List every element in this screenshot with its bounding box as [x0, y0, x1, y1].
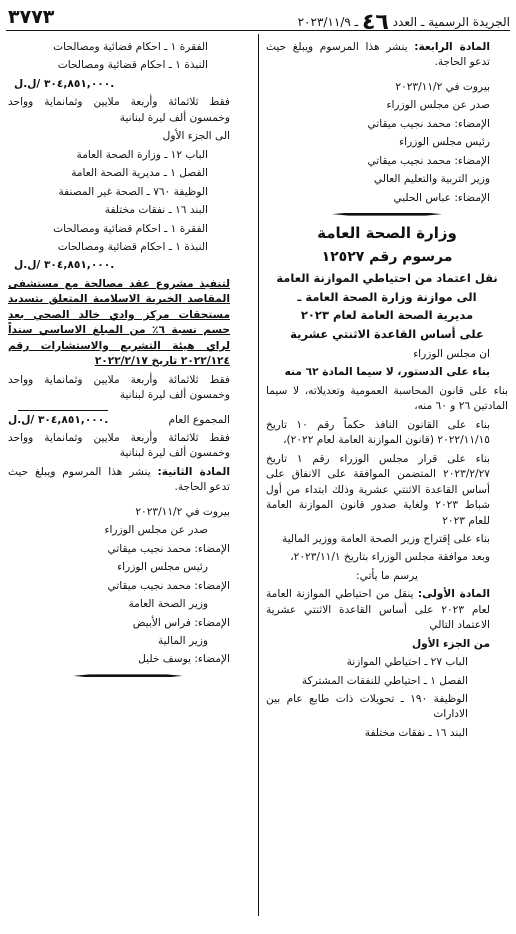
budget-item: البند ١٦ ـ نفقات مختلفة: [364, 726, 468, 739]
preamble-clause: بناء على القانون النافذ حكماً رقم ١٠ تاريخ ٢٠٢٢/١١/١٥ (قانون الموازنة العامة لعام ٢٠٢٢)،: [266, 418, 490, 447]
total-label: المجموع العام: [168, 413, 230, 426]
ministry-title: وزارة الصحة العامة: [317, 224, 457, 243]
signature-line: الإمضاء: يوسف خليل: [138, 653, 230, 666]
article-label: المادة الثانية:: [157, 465, 230, 478]
signature-line: الإمضاء: محمد نجيب ميقاتي: [367, 117, 490, 130]
decree-title: مرسوم رقم ١٢٥٢٧: [321, 248, 453, 265]
budget-item: البند ١٦ ـ نفقات مختلفة: [104, 204, 208, 217]
purpose-paragraph: لتنفيذ مشروع عقد مصالحة مع مستشفى المقاصد الخيرية الاسلامية المتعلق بتسديد مستحقات مركز وادي خالد الصحي بعد حسم نسبة ٦٪ من المبلغ الاساسي سنداً لراي هيئة التشريع والاستشارات رقم ٢٠٢٢/١٢٤ تاريخ ٢٠٢٢/٢/١٧: [8, 277, 231, 368]
subject-line: نقل اعتماد من احتياطي الموازنة العامة: [276, 271, 498, 286]
article-text: ينقل من احتياطي الموازنة العامة لعام ٢٠٢٣ على أساس القاعدة الاثنتي عشرية الاعتماد التالي: [266, 588, 490, 632]
signatory-title: وزير التربية والتعليم العالي: [373, 173, 490, 186]
preamble-clause: بناء على إقتراح وزير الصحة العامة ووزير المالية: [282, 532, 490, 545]
article-1: [266, 587, 508, 633]
decrees-line: يرسم ما يأتي:: [356, 569, 418, 582]
total-rule: [18, 410, 108, 411]
preamble-clause: بناء على قرار مجلس الوزراء رقم ١ تاريخ ٢٠٢٣/٢/٢٧ المتضمن الموافقة على الانفاق على أساس القاعدة الاثنتي عشرية وذلك ابتداء من أول شباط ٢٠٢٣ ولغاية صدور قانون الموازنة العامة للعام ٢٠٢٣: [266, 452, 490, 527]
column-divider: [258, 34, 259, 916]
page-header: [6, 4, 510, 35]
subject-line: الى موازنة وزارة الصحة العامة ـ: [297, 289, 477, 304]
preamble-clause: وبعد موافقة مجلس الوزراء بتاريخ ٢٠٢٣/١١/١،: [290, 551, 490, 564]
signature-line: الإمضاء: محمد نجيب ميقاتي: [107, 579, 230, 592]
budget-part: الى الجزء الأول: [162, 130, 230, 143]
journal-title: [298, 10, 510, 35]
signatory-title: وزير الصحة العامة: [128, 598, 208, 611]
budget-clause: النبذة ١ ـ احكام قضائية ومصالحات: [57, 59, 208, 72]
signatory-title: رئيس مجلس الوزراء: [117, 561, 208, 574]
budget-part: من الجزء الأول: [411, 637, 490, 650]
signatory-title: وزير المالية: [157, 634, 208, 647]
issue-place-date: بيروت في ٢٠٢٣/١١/٢: [395, 80, 490, 93]
signature-line: الإمضاء: محمد نجيب ميقاتي: [367, 154, 490, 167]
signatory-title: رئيس مجلس الوزراء: [399, 136, 490, 149]
section-separator: [266, 209, 508, 219]
budget-function: الوظيفة ١٩٠ ـ تحويلات ذات طابع عام بين الادارات: [266, 693, 468, 721]
issued-by: صدر عن مجلس الوزراء: [104, 524, 208, 537]
budget-paragraph: الفقرة ١ ـ احكام قضائية ومصالحات: [53, 41, 208, 53]
preamble-clause: بناء على قانون المحاسبة العمومية وتعديلاته، لا سيما المادتين ٢٦ و ٦٠ منه،: [266, 384, 508, 413]
amount: ٣٠٤,٨٥١,٠٠٠ /ل.ل.: [14, 259, 115, 272]
signature-line: الإمضاء: محمد نجيب ميقاتي: [107, 542, 230, 555]
page-number: ٣٧٧٣: [8, 6, 55, 28]
signature-line: الإمضاء: فراس الأبيض: [132, 616, 230, 629]
amount-in-words: فقط ثلاثمائة وأربعة ملايين وثمانماية وواحد وخمسون ألف ليرة لبنانية: [8, 96, 230, 124]
journal-name: الجريدة الرسمية ـ العدد: [392, 15, 510, 29]
budget-chapter: الباب ٢٧ ـ احتياطي الموازنة: [346, 656, 468, 669]
signature-line: الإمضاء: عباس الحلبي: [393, 191, 490, 204]
budget-clause: النبذة ١ ـ احكام قضائية ومصالحات: [57, 240, 208, 253]
section-separator: [8, 671, 248, 681]
left-column: [8, 40, 248, 685]
amount-in-words: فقط ثلاثمائة وأربعة ملايين وثمانماية وواحد وخمسون ألف ليرة لبنانية: [8, 373, 230, 402]
article-label: المادة الرابعة:: [414, 41, 490, 53]
issued-by: صدر عن مجلس الوزراء: [386, 99, 490, 112]
amount-in-words: فقط ثلاثمائة وأربعة ملايين وثمانماية وواحد وخمسون ألف ليرة لبنانية: [8, 431, 230, 460]
right-column: [266, 40, 508, 744]
article-2: [8, 465, 248, 496]
article-text: ينشر هذا المرسوم ويبلغ حيث تدعو الحاجة.: [8, 465, 230, 494]
decree-subject: [266, 269, 508, 343]
budget-function: الوظيفة ٧٦٠ ـ الصحة غير المصنفة: [58, 185, 208, 198]
article-label: المادة الأولى:: [417, 588, 490, 601]
preamble-clause: بناء على الدستور، لا سيما المادة ٦٢ منه: [284, 366, 490, 379]
budget-paragraph: الفقرة ١ ـ احكام قضائية ومصالحات: [53, 222, 208, 235]
article-4: [266, 40, 508, 71]
budget-section: الفصل ١ ـ احتياطي للنفقات المشتركة: [301, 674, 468, 687]
issue-date: ـ ٢٠٢٣/١١/٩: [297, 15, 359, 29]
budget-chapter: الباب ١٢ ـ وزارة الصحة العامة: [76, 148, 208, 161]
council-line: ان مجلس الوزراء: [413, 347, 490, 360]
amount: ٣٠٤,٨٥١,٠٠٠ /ل.ل.: [14, 77, 115, 90]
article-text: ينشر هذا المرسوم ويبلغ حيث تدعو الحاجة.: [266, 41, 490, 69]
issue-number: ٤٦: [361, 10, 389, 35]
grand-total: [8, 413, 248, 428]
issue-place-date: بيروت في ٢٠٢٣/١١/٢: [135, 505, 230, 518]
budget-section: الفصل ١ ـ مديرية الصحة العامة: [71, 167, 208, 180]
total-amount: ٣٠٤,٨٥١,٠٠٠ /ل.ل.: [8, 413, 109, 426]
subject-line: مديرية الصحة العامة لعام ٢٠٢٣: [300, 308, 474, 323]
subject-line: على أساس القاعدة الاثنتي عشرية: [290, 326, 484, 341]
